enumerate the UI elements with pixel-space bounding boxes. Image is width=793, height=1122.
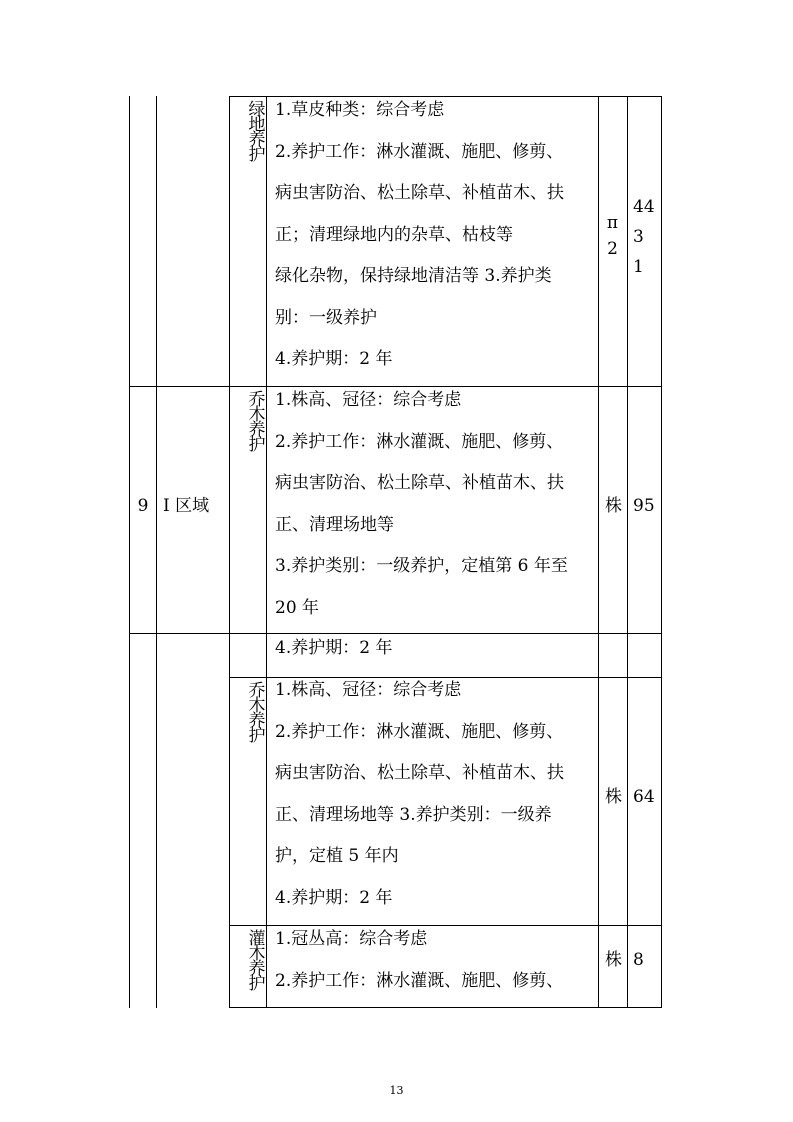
- row1-unit: π 2: [606, 213, 619, 259]
- table-divider-name: [266, 96, 267, 1008]
- row2-quantity: 95: [633, 496, 655, 516]
- table-divider-area: [229, 96, 230, 1008]
- row1-quantity: 44 3 1: [633, 197, 655, 277]
- row4-name-vertical: 乔 木 养 护: [248, 681, 266, 746]
- row3-description: 4.养护期：2 年: [275, 638, 393, 658]
- row2-unit: 株: [605, 496, 622, 516]
- row4-description: 1.株高、冠径：综合考虑 2.养护工作：淋水灌溉、施肥、修剪、 病虫害防治、松土除草、补植苗木、扶 正、清理场地等 3.养护类别：一级养 护，定植 5 年内 4.养护期：2 年: [275, 680, 564, 908]
- row2-name-vertical: 乔 木 养 护: [248, 390, 266, 455]
- row2-area: I 区域: [163, 496, 210, 516]
- row1-description: 1.草皮种类：综合考虑 2.养护工作：淋水灌溉、施肥、修剪、 病虫害防治、松土除草、补植苗木、扶 正；清理绿地内的杂草、枯枝等 绿化杂物，保持绿地清洁等 3.养护类 别：一级养护 4.养护期：2 年: [275, 100, 564, 369]
- row1-name-vertical: 绿 地 养 护: [248, 100, 266, 165]
- table-divider-unit: [627, 96, 628, 1008]
- table-border-left: [129, 96, 130, 1008]
- row5-quantity: 8: [633, 950, 644, 970]
- table-divider-index: [156, 96, 157, 1008]
- row4-unit: 株: [605, 787, 622, 807]
- row-border-bottom: [229, 1007, 662, 1008]
- row5-description: 1.冠丛高：综合考虑 2.养护工作：淋水灌溉、施肥、修剪、: [275, 929, 564, 991]
- row4-quantity: 64: [633, 787, 655, 807]
- page-number: 13: [389, 1084, 404, 1097]
- row2-description: 1.株高、冠径：综合考虑 2.养护工作：淋水灌溉、施肥、修剪、 病虫害防治、松土除草、补植苗木、扶 正、清理场地等 3.养护类别：一级养护，定植第 6 年至 20 年: [275, 390, 568, 618]
- row5-name-vertical: 灌 木 养 护: [248, 929, 266, 994]
- row5-unit: 株: [605, 950, 622, 970]
- table-divider-desc: [598, 96, 599, 1008]
- row2-index: 9: [137, 496, 149, 516]
